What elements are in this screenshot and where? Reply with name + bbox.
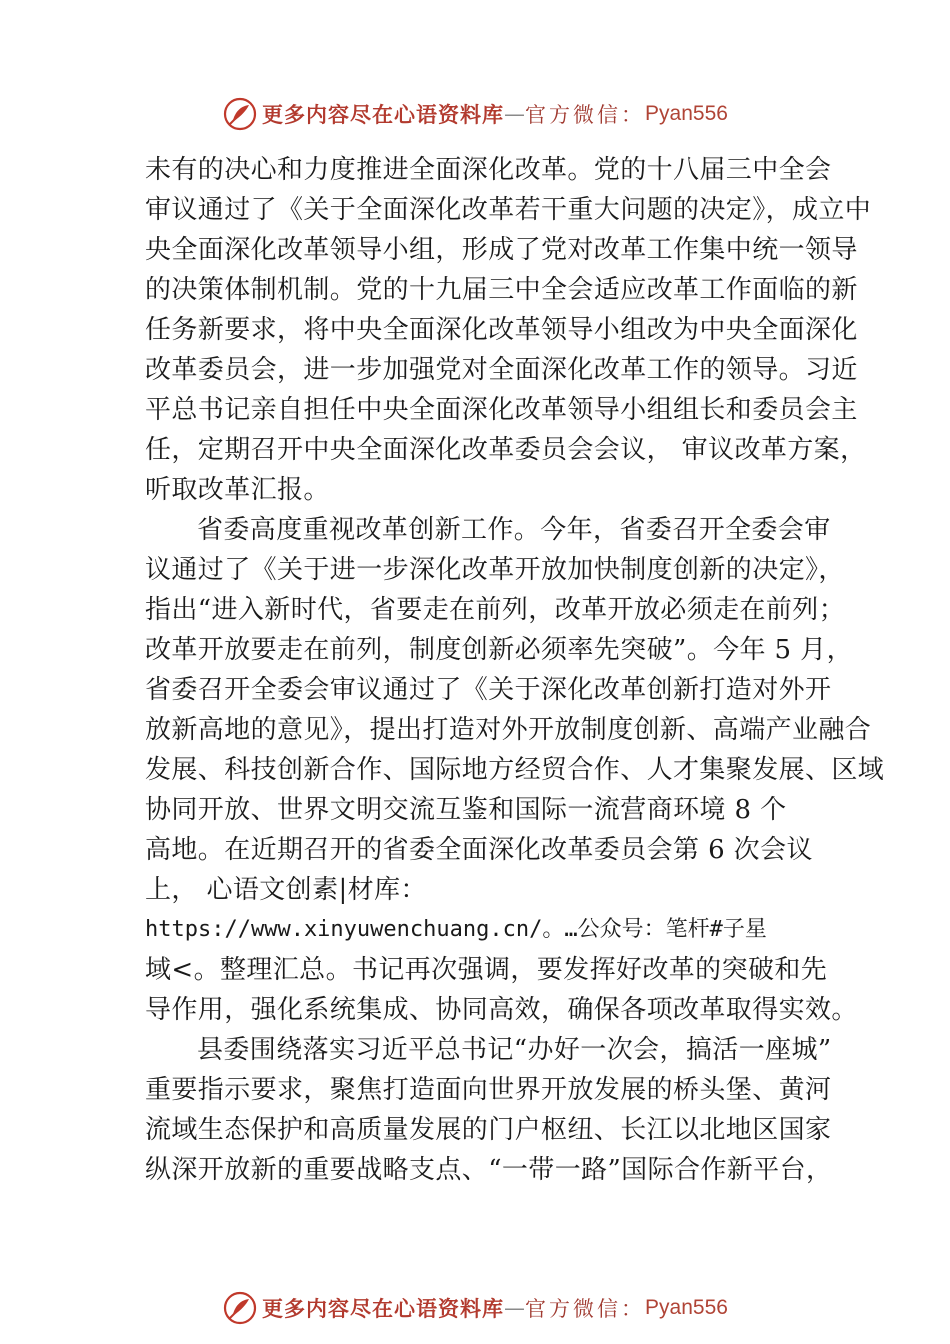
footer-banner xyxy=(0,1288,950,1328)
text-line: 任，定期召开中央全面深化改革委员会会议， 审议改革方案， xyxy=(145,435,867,465)
text-line: 上， 心语文创素|材库： xyxy=(145,875,427,905)
text-line: 改革开放要走在前列，制度创新必须率先突破”。今年 5 月， xyxy=(145,635,853,665)
text-line: 未有的决心和力度推进全面深化改革。党的十八届三中全会 xyxy=(145,155,832,185)
text-line: 高地。在近期召开的省委全面深化改革委员会第 6 次会议 xyxy=(145,835,813,865)
text-line: 指出“进入新时代，省要走在前列，改革开放必须走在前列； xyxy=(145,595,846,625)
footer-separator: — xyxy=(504,1296,526,1320)
text-line: 审议通过了《关于全面深化改革若干重大问题的决定》，成立中 xyxy=(145,195,872,225)
header-wechat-label: 官方微信： xyxy=(525,103,646,127)
brand-logo-icon xyxy=(222,1290,258,1326)
text-line: 放新高地的意见》，提出打造对外开放制度创新、高端产业融合 xyxy=(145,715,872,745)
paragraph-start-line: 省委高度重视改革创新工作。今年，省委召开全委会审 xyxy=(197,515,831,545)
text-line: 发展、科技创新合作、国际地方经贸合作、人才集聚发展、区域 xyxy=(145,755,885,785)
text-line: 听取改革汇报。 xyxy=(145,475,330,505)
footer-wechat-id: Pyan556 xyxy=(645,1296,728,1319)
url-line: https://www.xinyuwenchuang.cn/。…公众号：笔杆#子星 xyxy=(145,917,767,942)
text-line: 域<。整理汇总。书记再次强调，要发挥好改革的突破和先 xyxy=(145,955,828,985)
document-body xyxy=(145,150,885,1190)
header-brand-text: 更多内容尽在心语资料库 xyxy=(262,103,505,127)
paragraph-start-line: 县委围绕落实习近平总书记“办好一次会，搞活一座城” xyxy=(197,1035,832,1065)
text-line: 任务新要求，将中央全面深化改革领导小组改为中央全面深化 xyxy=(145,315,858,345)
header-wechat-id: Pyan556 xyxy=(645,102,728,125)
text-line: 改革委员会，进一步加强党对全面深化改革工作的领导。习近 xyxy=(145,355,858,385)
footer-brand-text: 更多内容尽在心语资料库 xyxy=(262,1297,505,1321)
text-line: 平总书记亲自担任中央全面深化改革领导小组组长和委员会主 xyxy=(145,395,858,425)
text-line: 导作用，强化系统集成、协同高效，确保各项改革取得实效。 xyxy=(145,995,858,1025)
text-line: 流域生态保护和高质量发展的门户枢纽、长江以北地区国家 xyxy=(145,1115,832,1145)
text-line: 议通过了《关于进一步深化改革开放加快制度创新的决定》， xyxy=(145,555,845,585)
text-line: 的决策体制机制。党的十九届三中全会适应改革工作面临的新 xyxy=(145,275,858,305)
brand-logo-icon xyxy=(222,96,258,132)
footer-wechat-label: 官方微信： xyxy=(525,1297,646,1321)
text-line: 重要指示要求，聚焦打造面向世界开放发展的桥头堡、黄河 xyxy=(145,1075,832,1105)
header-separator: — xyxy=(504,102,526,126)
text-line: 协同开放、世界文明交流互鉴和国际一流营商环境 8 个 xyxy=(145,795,787,825)
text-line: 省委召开全委会审议通过了《关于深化改革创新打造对外开 xyxy=(145,675,832,705)
text-line: 纵深开放新的重要战略支点、“一带一路”国际合作新平台， xyxy=(145,1155,833,1185)
header-banner xyxy=(0,94,950,134)
text-line: 央全面深化改革领导小组，形成了党对改革工作集中统一领导 xyxy=(145,235,858,265)
